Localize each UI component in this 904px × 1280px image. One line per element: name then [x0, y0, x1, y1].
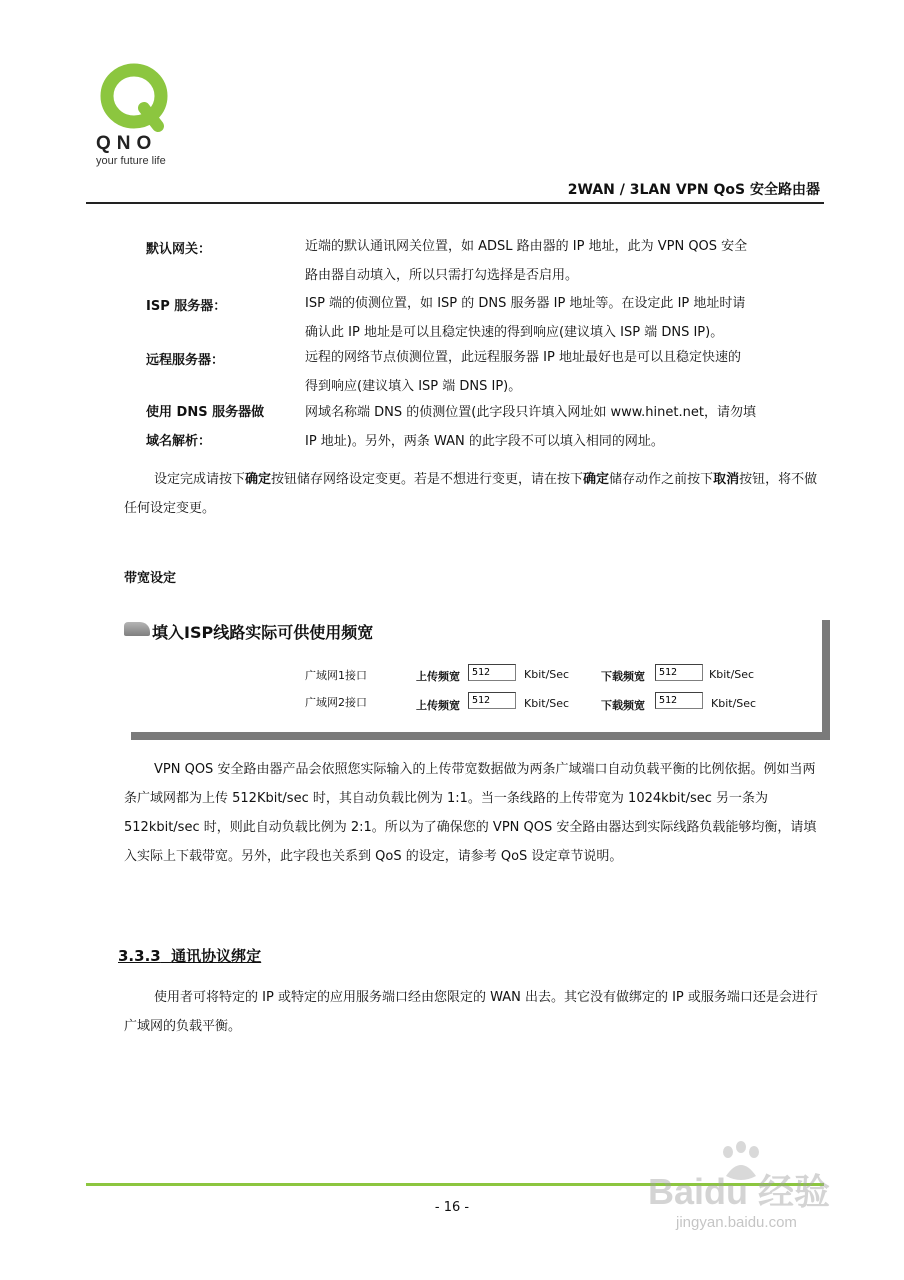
- term-dns-resolve: 使用 DNS 服务器做 域名解析：: [146, 405, 265, 449]
- wan1-upload-label: 上传频宽: [416, 670, 460, 683]
- header-divider: [86, 202, 824, 204]
- baidu-watermark-url: jingyan.baidu.com: [676, 1214, 797, 1231]
- wan2-upload-label: 上传频宽: [416, 699, 460, 712]
- wan2-upload-input[interactable]: [468, 692, 516, 709]
- panel-shadow-right: [822, 620, 830, 740]
- wan1-upload-unit: Kbit/Sec: [524, 668, 570, 681]
- bandwidth-paragraph: VPN QOS 安全路由器产品会依照您实际输入的上传带宽数据做为两条广域端口自动负载平衡的比例依据。例如当两条广域网都为上传 512Kbit/sec 时，其自动负载比例为 1:1。当一条线路的上传带宽为 1024kbit/sec 另一条为 512kbit/sec 时，则此自动负载比例为 2:1。所以为了确保您的 VPN QOS 安全路由器达到实际线路负载能够均衡，请填入实际上下载带宽。另外，此字段也关系到 QoS 的设定，请参考 QoS 设定章节说明。: [124, 762, 817, 864]
- wan1-download-unit: Kbit/Sec: [709, 668, 755, 681]
- wan2-download-unit: Kbit/Sec: [711, 697, 757, 710]
- term-default-gateway: 默认网关：: [146, 242, 212, 257]
- confirm-paragraph: 设定完成请按下确定按钮储存网络设定变更。若是不想进行变更，请在按下确定储存动作之前按下取消按钮，将不做任何设定变更。: [124, 472, 818, 516]
- baidu-watermark: Baidu 经验: [648, 1171, 831, 1212]
- desc-default-gateway: 近端的默认通讯网关位置，如 ADSL 路由器的 IP 地址，此为 VPN QOS 安全 路由器自动填入，所以只需打勾选择是否启用。: [305, 239, 748, 283]
- wan1-download-label: 下载频宽: [601, 670, 645, 683]
- qno-logo-icon: [96, 60, 186, 138]
- wan1-label: 广域网1接口: [305, 669, 367, 682]
- wan1-download-input[interactable]: [655, 664, 703, 681]
- panel-title: 填入ISP线路实际可供使用频宽: [152, 623, 374, 642]
- panel-tab-icon: [124, 622, 150, 636]
- wan2-label: 广域网2接口: [305, 696, 367, 709]
- panel-shadow-bottom: [131, 732, 830, 740]
- desc-isp-server: ISP 端的侦测位置，如 ISP 的 DNS 服务器 IP 地址等。在设定此 IP 地址时请 确认此 IP 地址是可以且稳定快速的得到响应(建议填入 ISP 端 DNS IP)。: [305, 296, 746, 340]
- section-heading-3-3-3: 3.3.3 通讯协议绑定: [118, 947, 262, 965]
- term-isp-server: ISP 服务器：: [146, 299, 227, 314]
- bandwidth-section-label: 带宽设定: [124, 571, 177, 586]
- logo-brand: QNO: [96, 133, 158, 154]
- binding-paragraph: 使用者可将特定的 IP 或特定的应用服务端口经由您限定的 WAN 出去。其它没有做绑定的 IP 或服务端口还是会进行广域网的负载平衡。: [124, 990, 818, 1034]
- wan1-upload-input[interactable]: [468, 664, 516, 681]
- page-number: - 16 -: [434, 1200, 470, 1215]
- header-title: 2WAN / 3LAN VPN QoS 安全路由器: [567, 182, 820, 198]
- term-remote-server: 远程服务器：: [146, 353, 225, 368]
- desc-dns-resolve: 网域名称端 DNS 的侦测位置(此字段只许填入网址如 www.hinet.net，请勿填 IP 地址)。另外，两条 WAN 的此字段不可以填入相同的网址。: [305, 405, 756, 449]
- desc-remote-server: 远程的网络节点侦测位置，此远程服务器 IP 地址最好也是可以且稳定快速的 得到响应(建议填入 ISP 端 DNS IP)。: [305, 350, 741, 394]
- wan2-upload-unit: Kbit/Sec: [524, 697, 570, 710]
- wan2-download-input[interactable]: [655, 692, 703, 709]
- logo-tagline: your future life: [96, 155, 166, 167]
- wan2-download-label: 下载频宽: [601, 699, 645, 712]
